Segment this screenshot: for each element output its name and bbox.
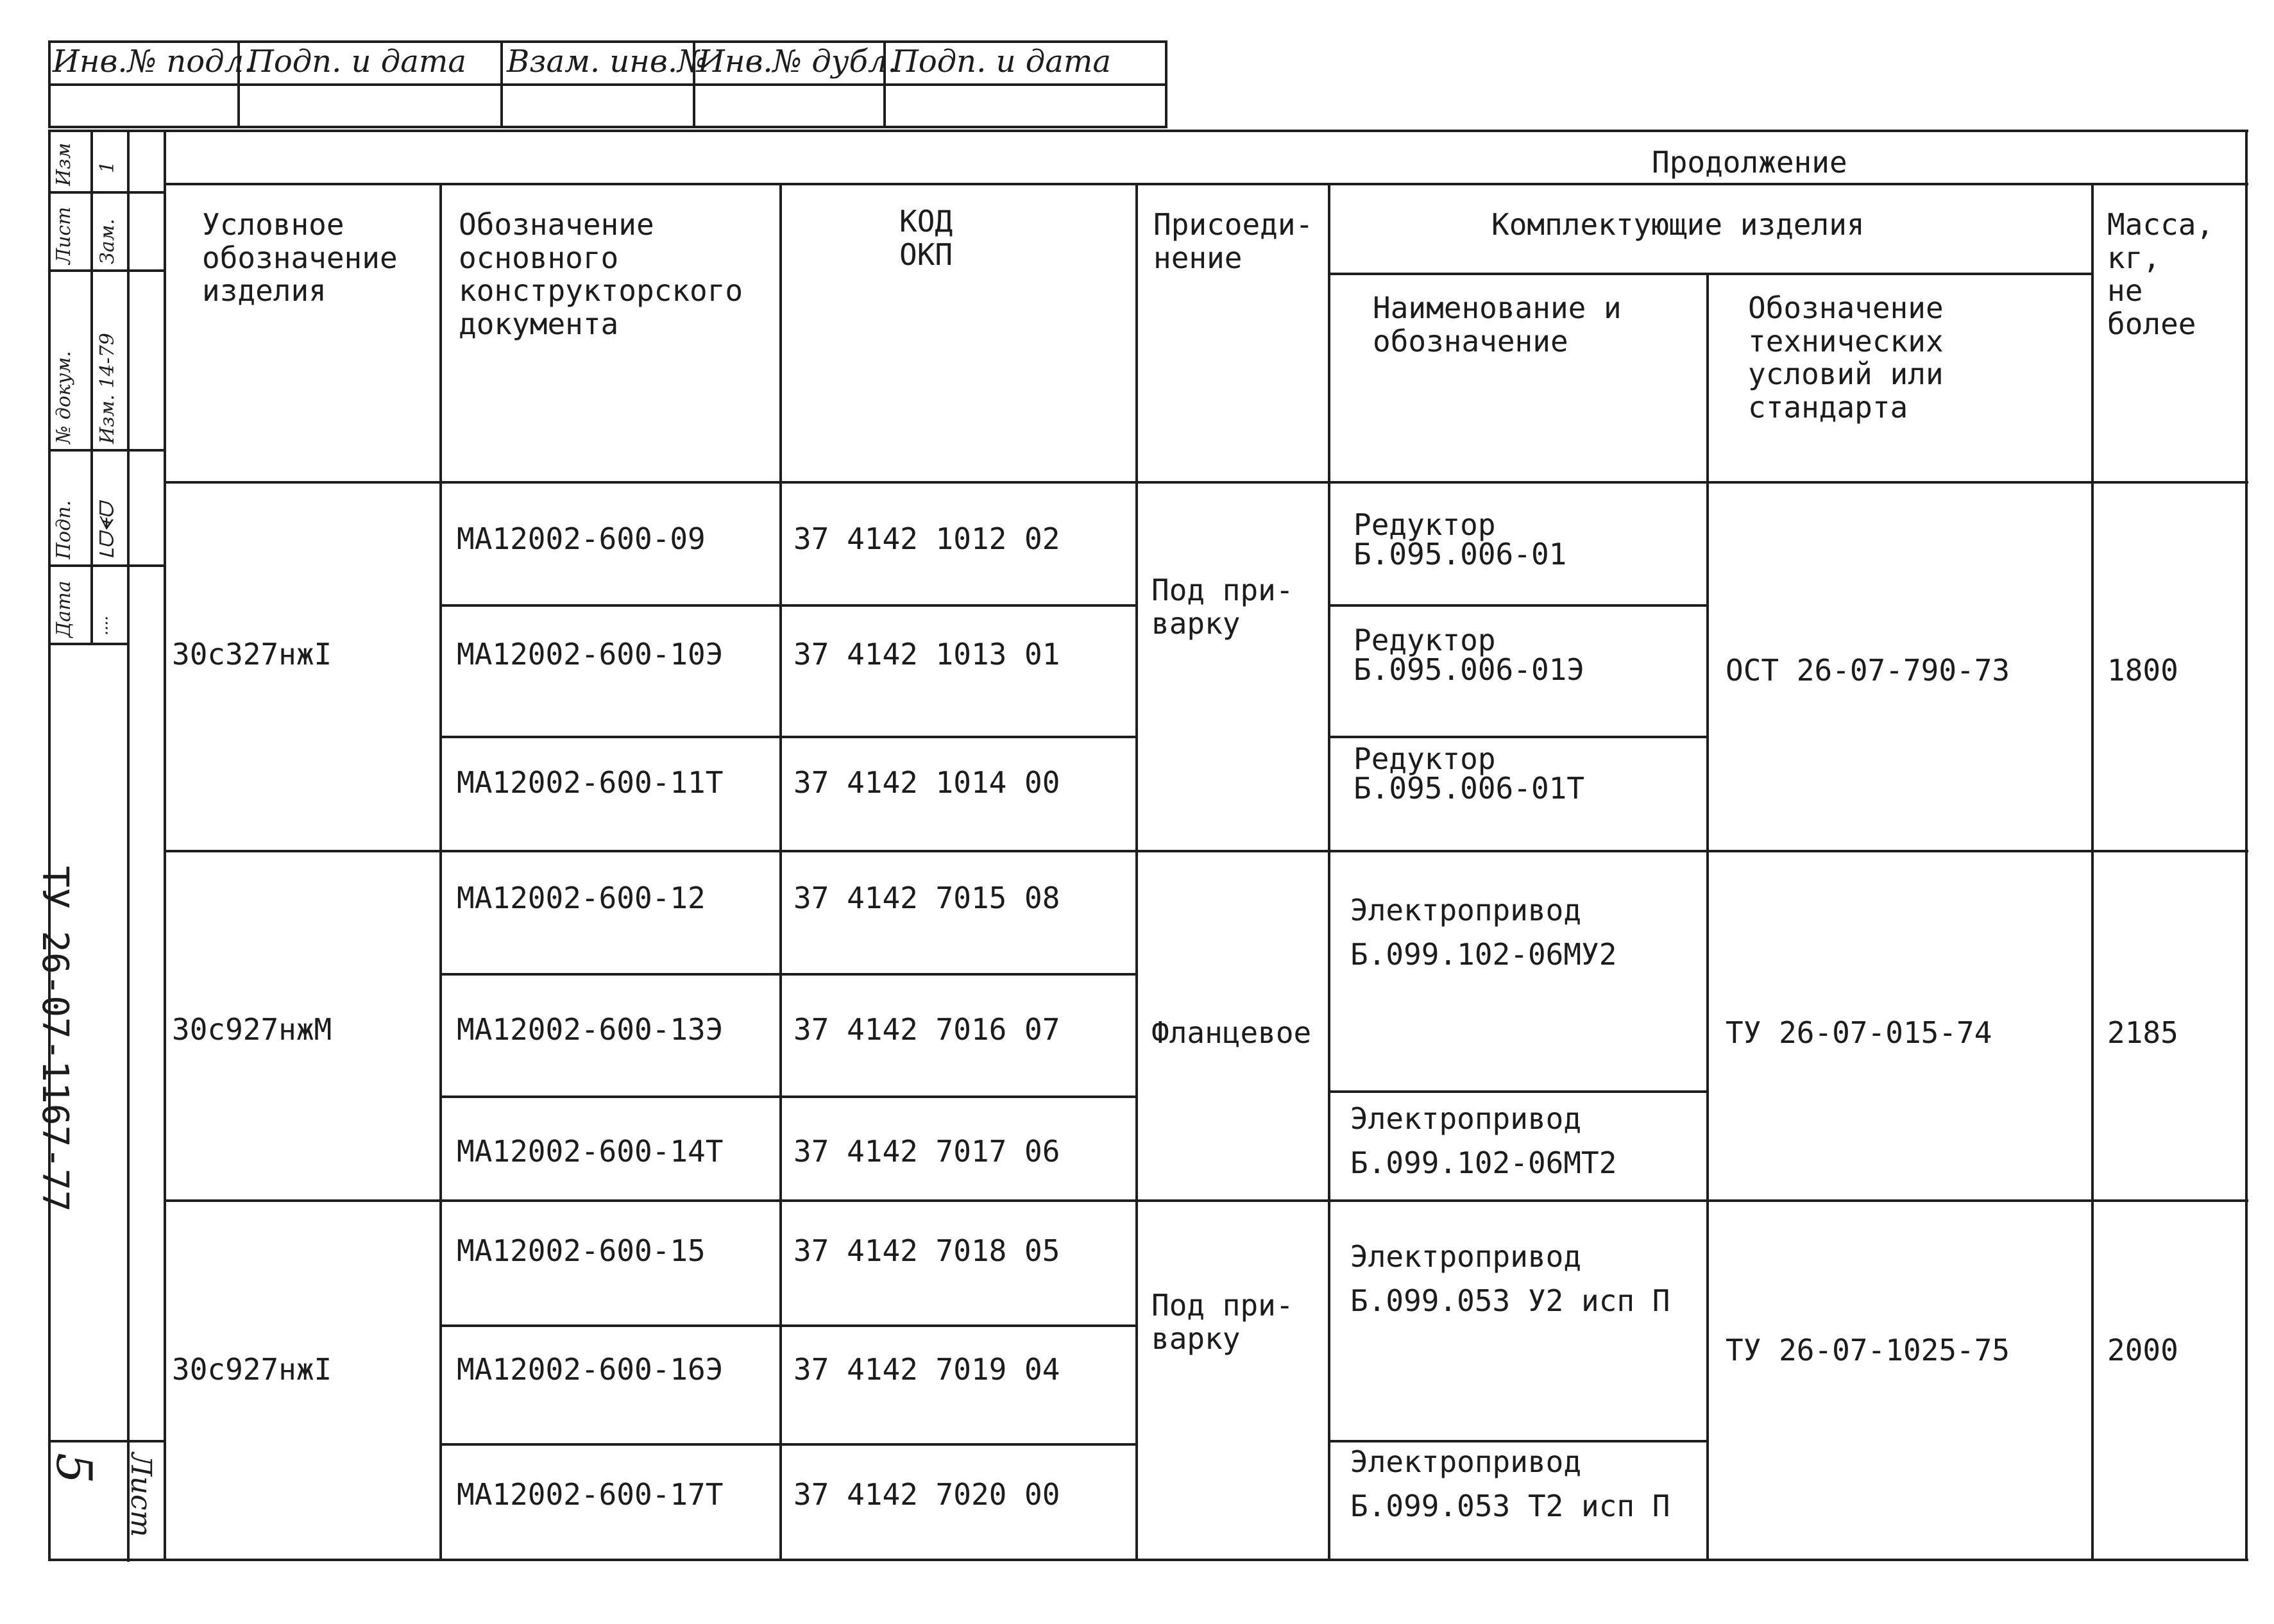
component-cell: Электропривод Б.099.053 У2 исп П xyxy=(1350,1239,1670,1318)
code-cell: 37 4142 7020 00 xyxy=(793,1477,1060,1512)
doc-cell: МА12002-600-14Т xyxy=(457,1134,724,1169)
code-cell: 37 4142 7015 08 xyxy=(793,881,1060,915)
component-cell: Электропривод Б.099.102-06МУ2 xyxy=(1350,893,1617,972)
connection-cell: Под при- варку xyxy=(1151,573,1294,641)
connection-cell: Под при- варку xyxy=(1151,1288,1294,1356)
side-label-izm: Изм xyxy=(53,142,75,186)
code-cell: 37 4142 1014 00 xyxy=(793,765,1060,800)
side-label-doc: № докум. xyxy=(53,351,75,444)
group-designation: 30с927нжМ xyxy=(172,1012,332,1047)
mass-cell: 2185 xyxy=(2107,1015,2178,1050)
side-label-date: Дата xyxy=(53,580,75,638)
header-connection: Присоеди- нение xyxy=(1153,207,1314,275)
doc-cell: МА12002-600-12 xyxy=(457,881,706,915)
code-cell: 37 4142 7016 07 xyxy=(793,1012,1060,1047)
side-label-list: Лист xyxy=(53,207,75,264)
sheet-label: Лист xyxy=(124,1453,157,1537)
code-cell: 37 4142 1012 02 xyxy=(793,521,1060,556)
doc-cell: МА12002-600-13Э xyxy=(457,1012,724,1047)
header-component-spec: Обозначение технических условий или стандарта xyxy=(1748,291,1944,425)
side-signature: ᒪᗜᗛᗜ xyxy=(96,502,119,559)
stamp-sign-date-2: Подп. и дата xyxy=(892,44,1111,80)
code-cell: 37 4142 7017 06 xyxy=(793,1134,1060,1169)
continuation-label: Продолжение xyxy=(1652,145,1847,180)
document-code: ТУ 26-07-1167-77 xyxy=(34,866,76,1212)
side-label-sign: Подп. xyxy=(53,500,75,559)
header-component-name: Наименование и обозначение xyxy=(1373,291,1622,359)
stamp-inv-dup: Инв.№ дубл. xyxy=(698,44,897,80)
connection-cell: Фланцевое xyxy=(1151,1015,1312,1050)
doc-cell: МА12002-600-09 xyxy=(457,521,706,556)
code-cell: 37 4142 7018 05 xyxy=(793,1233,1060,1268)
stamp-sign-date-1: Подп. и дата xyxy=(247,44,466,80)
spec-cell: ТУ 26-07-015-74 xyxy=(1726,1015,1992,1050)
doc-cell: МА12002-600-11Т xyxy=(457,765,724,800)
stamp-replace-inv: Взам. инв.№ xyxy=(507,44,707,80)
spec-cell: ОСТ 26-07-790-73 xyxy=(1726,653,2010,688)
header-code: КОД ОКП xyxy=(899,204,953,272)
group-designation: 30с327нжI xyxy=(172,637,332,672)
stamp-inv-orig: Инв.№ подл. xyxy=(53,44,254,80)
side-value-izm: 1 xyxy=(96,160,119,173)
component-cell: Редуктор Б.095.006-01 xyxy=(1353,507,1567,571)
header-document: Обозначение основного конструкторского документа xyxy=(459,207,743,341)
code-cell: 37 4142 1013 01 xyxy=(793,637,1060,672)
sheet-number: 5 xyxy=(46,1453,103,1484)
header-components: Комплектующие изделия xyxy=(1491,207,1865,242)
doc-cell: МА12002-600-10Э xyxy=(457,637,724,672)
side-value-doc: Изм. 14-79 xyxy=(96,333,119,444)
side-value-date: ᐧᐧᐧᐧ xyxy=(96,618,119,638)
spec-cell: ТУ 26-07-1025-75 xyxy=(1726,1333,2010,1367)
component-cell: Электропривод Б.099.053 Т2 исп П xyxy=(1350,1444,1670,1523)
component-cell: Редуктор Б.095.006-01Т xyxy=(1353,741,1585,806)
code-cell: 37 4142 7019 04 xyxy=(793,1352,1060,1387)
group-designation: 30с927нжI xyxy=(172,1352,332,1387)
mass-cell: 1800 xyxy=(2107,653,2178,688)
doc-cell: МА12002-600-15 xyxy=(457,1233,706,1268)
side-value-list: Зам. xyxy=(96,219,119,264)
doc-cell: МА12002-600-17Т xyxy=(457,1477,724,1512)
header-mass: Масса, кг, не более xyxy=(2107,207,2214,341)
component-cell: Электропривод Б.099.102-06МТ2 xyxy=(1350,1101,1617,1180)
header-designation: Условное обозначение изделия xyxy=(202,207,398,309)
mass-cell: 2000 xyxy=(2107,1333,2178,1367)
component-cell: Редуктор Б.095.006-01Э xyxy=(1353,623,1585,687)
doc-cell: МА12002-600-16Э xyxy=(457,1352,724,1387)
